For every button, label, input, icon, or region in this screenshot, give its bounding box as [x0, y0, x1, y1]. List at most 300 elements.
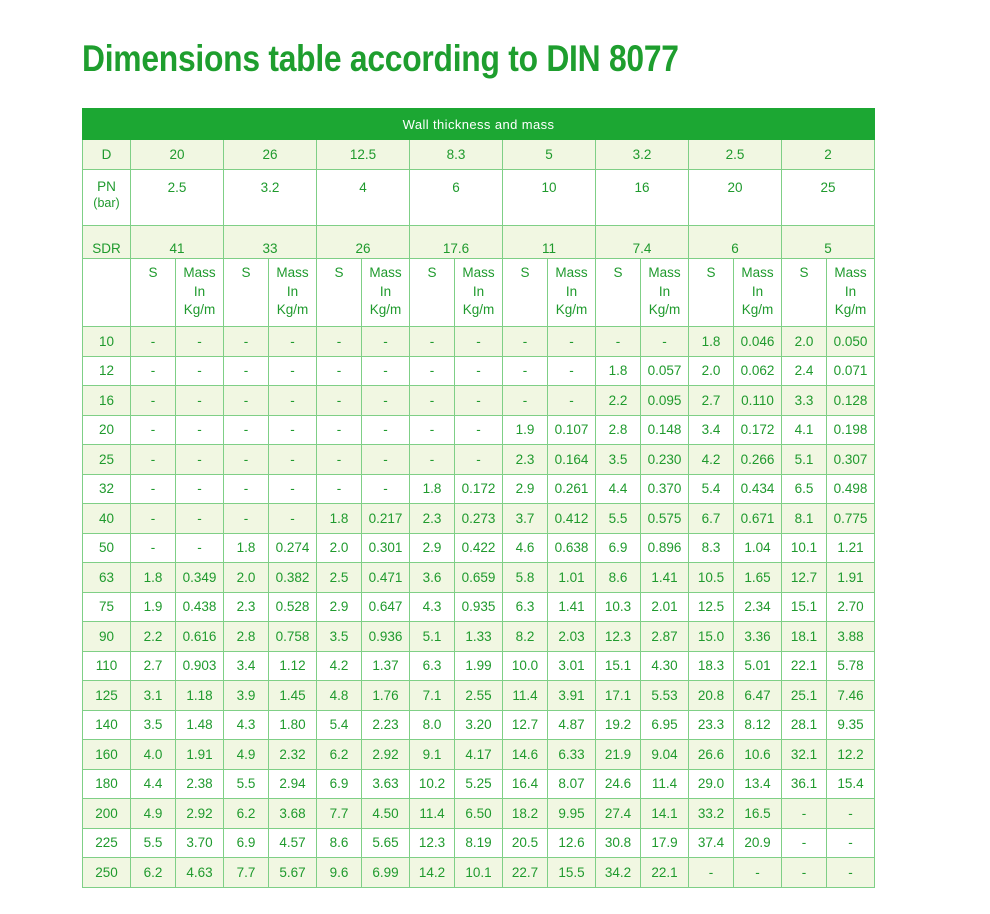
- mass-label-line: In: [193, 283, 206, 299]
- wall-thickness-cell: 2.4: [782, 356, 827, 386]
- wall-thickness-cell: 8.1: [782, 504, 827, 534]
- mass-label-line: In: [472, 283, 485, 299]
- mass-label: [641, 259, 689, 327]
- mass-cell: 0.266: [734, 445, 782, 475]
- wall-thickness-cell: 2.0: [689, 356, 734, 386]
- sdr-label: SDR: [83, 226, 131, 259]
- wall-thickness-cell: 6.9: [596, 533, 641, 563]
- mass-cell: 2.87: [641, 622, 689, 652]
- sdr-value: 6: [689, 226, 782, 259]
- mass-cell: 20.9: [734, 828, 782, 858]
- wall-thickness-cell: 9.6: [317, 858, 362, 888]
- wall-thickness-cell: -: [782, 828, 827, 858]
- sdr-value: 5: [782, 226, 875, 259]
- wall-thickness-cell: 7.7: [224, 858, 269, 888]
- s-label: S: [689, 259, 734, 327]
- mass-cell: 17.9: [641, 828, 689, 858]
- wall-thickness-cell: -: [317, 386, 362, 416]
- mass-label-line: Kg/m: [462, 302, 495, 317]
- wall-thickness-cell: 12.5: [689, 592, 734, 622]
- outer-diameter-cell: 10: [83, 327, 131, 357]
- mass-cell: 0.647: [362, 592, 410, 622]
- wall-thickness-cell: 5.4: [689, 474, 734, 504]
- mass-cell: 6.33: [548, 740, 596, 770]
- pn-value: 10: [503, 170, 596, 226]
- pn-value: 16: [596, 170, 689, 226]
- mass-label-line: Mass: [555, 265, 588, 280]
- wall-thickness-cell: 37.4: [689, 828, 734, 858]
- wall-thickness-cell: 5.5: [224, 769, 269, 799]
- wall-thickness-cell: 2.9: [317, 592, 362, 622]
- mass-label: [827, 259, 875, 327]
- mass-cell: 10.6: [734, 740, 782, 770]
- wall-thickness-cell: -: [317, 474, 362, 504]
- wall-thickness-cell: 3.4: [689, 415, 734, 445]
- mass-label-line: In: [379, 283, 392, 299]
- mass-cell: -: [827, 858, 875, 888]
- mass-cell: 8.19: [455, 828, 503, 858]
- mass-cell: 0.128: [827, 386, 875, 416]
- wall-thickness-header: Wall thickness and mass: [83, 109, 875, 140]
- mass-cell: -: [455, 445, 503, 475]
- mass-cell: 3.01: [548, 651, 596, 681]
- pn-value: 25: [782, 170, 875, 226]
- mass-cell: 0.638: [548, 533, 596, 563]
- mass-cell: 4.50: [362, 799, 410, 829]
- mass-cell: -: [269, 474, 317, 504]
- wall-thickness-cell: 6.3: [503, 592, 548, 622]
- pn-value: 2.5: [131, 170, 224, 226]
- wall-thickness-cell: 22.7: [503, 858, 548, 888]
- mass-cell: 0.575: [641, 504, 689, 534]
- mass-cell: 1.65: [734, 563, 782, 593]
- mass-cell: 1.21: [827, 533, 875, 563]
- d-value: 20: [131, 140, 224, 170]
- table-row: [83, 799, 875, 829]
- mass-cell: 5.78: [827, 651, 875, 681]
- mass-cell: -: [176, 327, 224, 357]
- wall-thickness-cell: 10.5: [689, 563, 734, 593]
- mass-cell: 1.18: [176, 681, 224, 711]
- mass-label: [548, 259, 596, 327]
- mass-cell: -: [269, 445, 317, 475]
- mass-cell: 0.110: [734, 386, 782, 416]
- outer-diameter-cell: 32: [83, 474, 131, 504]
- wall-thickness-cell: -: [782, 799, 827, 829]
- wall-thickness-cell: 3.5: [131, 710, 176, 740]
- wall-thickness-cell: 30.8: [596, 828, 641, 858]
- table-row: [83, 710, 875, 740]
- outer-diameter-cell: 50: [83, 533, 131, 563]
- mass-cell: 2.38: [176, 769, 224, 799]
- wall-thickness-cell: 4.8: [317, 681, 362, 711]
- mass-cell: 3.70: [176, 828, 224, 858]
- mass-label-line: In: [565, 283, 578, 299]
- mass-cell: 0.057: [641, 356, 689, 386]
- table-row: [83, 828, 875, 858]
- sdr-value: 26: [317, 226, 410, 259]
- mass-cell: 0.528: [269, 592, 317, 622]
- mass-cell: -: [176, 356, 224, 386]
- wall-thickness-cell: -: [224, 474, 269, 504]
- wall-thickness-cell: 18.2: [503, 799, 548, 829]
- wall-thickness-cell: 18.1: [782, 622, 827, 652]
- wall-thickness-cell: -: [224, 327, 269, 357]
- table-row: [83, 445, 875, 475]
- wall-thickness-cell: 3.5: [596, 445, 641, 475]
- d-value: 2: [782, 140, 875, 170]
- wall-thickness-cell: 5.5: [131, 828, 176, 858]
- wall-thickness-cell: -: [596, 327, 641, 357]
- mass-label: [455, 259, 503, 327]
- mass-label-line: Kg/m: [183, 302, 216, 317]
- mass-cell: -: [827, 799, 875, 829]
- outer-diameter-cell: 250: [83, 858, 131, 888]
- wall-thickness-cell: 20.5: [503, 828, 548, 858]
- mass-cell: 0.498: [827, 474, 875, 504]
- wall-thickness-cell: -: [131, 415, 176, 445]
- wall-thickness-cell: 2.9: [503, 474, 548, 504]
- wall-thickness-cell: 4.3: [410, 592, 455, 622]
- mass-cell: 1.01: [548, 563, 596, 593]
- mass-cell: 1.48: [176, 710, 224, 740]
- table-row: [83, 327, 875, 357]
- wall-thickness-cell: -: [131, 445, 176, 475]
- wall-thickness-cell: 1.8: [224, 533, 269, 563]
- pn-value: 20: [689, 170, 782, 226]
- wall-thickness-cell: -: [503, 386, 548, 416]
- mass-cell: 0.107: [548, 415, 596, 445]
- table-row: [83, 415, 875, 445]
- table-header-row: [83, 109, 875, 140]
- mass-cell: 4.87: [548, 710, 596, 740]
- mass-cell: 1.12: [269, 651, 317, 681]
- mass-label-line: Mass: [369, 265, 402, 280]
- mass-label-line: Kg/m: [741, 302, 774, 317]
- mass-cell: 1.76: [362, 681, 410, 711]
- wall-thickness-cell: 4.9: [224, 740, 269, 770]
- mass-cell: 16.5: [734, 799, 782, 829]
- wall-thickness-cell: -: [410, 445, 455, 475]
- wall-thickness-cell: 5.1: [782, 445, 827, 475]
- mass-cell: 0.935: [455, 592, 503, 622]
- outer-diameter-cell: 200: [83, 799, 131, 829]
- mass-cell: 9.04: [641, 740, 689, 770]
- mass-cell: 5.65: [362, 828, 410, 858]
- outer-diameter-cell: 25: [83, 445, 131, 475]
- mass-cell: -: [176, 445, 224, 475]
- outer-diameter-cell: 140: [83, 710, 131, 740]
- mass-label-line: Mass: [648, 265, 681, 280]
- mass-cell: 7.46: [827, 681, 875, 711]
- mass-cell: -: [455, 327, 503, 357]
- wall-thickness-cell: 25.1: [782, 681, 827, 711]
- wall-thickness-cell: 6.5: [782, 474, 827, 504]
- table-row: [83, 740, 875, 770]
- wall-thickness-cell: -: [410, 386, 455, 416]
- mass-cell: 14.1: [641, 799, 689, 829]
- outer-diameter-cell: 125: [83, 681, 131, 711]
- mass-cell: 4.30: [641, 651, 689, 681]
- mass-cell: -: [362, 415, 410, 445]
- d-value: 3.2: [596, 140, 689, 170]
- wall-thickness-cell: 23.3: [689, 710, 734, 740]
- wall-thickness-cell: -: [782, 858, 827, 888]
- table-row: [83, 533, 875, 563]
- wall-thickness-cell: 20.8: [689, 681, 734, 711]
- mass-cell: 2.23: [362, 710, 410, 740]
- wall-thickness-cell: 10.3: [596, 592, 641, 622]
- mass-cell: -: [176, 386, 224, 416]
- mass-cell: 0.936: [362, 622, 410, 652]
- wall-thickness-cell: 3.9: [224, 681, 269, 711]
- mass-cell: 4.57: [269, 828, 317, 858]
- wall-thickness-cell: 6.2: [131, 858, 176, 888]
- s-label: S: [596, 259, 641, 327]
- wall-thickness-cell: -: [410, 327, 455, 357]
- mass-cell: 0.172: [734, 415, 782, 445]
- mass-cell: 0.349: [176, 563, 224, 593]
- wall-thickness-cell: 2.5: [317, 563, 362, 593]
- wall-thickness-cell: -: [131, 533, 176, 563]
- mass-cell: 6.47: [734, 681, 782, 711]
- wall-thickness-cell: 22.1: [782, 651, 827, 681]
- mass-cell: 2.32: [269, 740, 317, 770]
- sdr-value: 33: [224, 226, 317, 259]
- d-value: 26: [224, 140, 317, 170]
- wall-thickness-cell: 10.1: [782, 533, 827, 563]
- wall-thickness-cell: 12.3: [410, 828, 455, 858]
- wall-thickness-cell: -: [131, 474, 176, 504]
- mass-label-line: Mass: [276, 265, 309, 280]
- wall-thickness-cell: 6.7: [689, 504, 734, 534]
- wall-thickness-cell: 7.1: [410, 681, 455, 711]
- mass-cell: 1.99: [455, 651, 503, 681]
- mass-label-line: Kg/m: [555, 302, 588, 317]
- wall-thickness-cell: 5.4: [317, 710, 362, 740]
- outer-diameter-cell: 225: [83, 828, 131, 858]
- mass-label-line: Mass: [462, 265, 495, 280]
- d-value: 8.3: [410, 140, 503, 170]
- wall-thickness-cell: 27.4: [596, 799, 641, 829]
- wall-thickness-cell: 10.2: [410, 769, 455, 799]
- mass-cell: 3.88: [827, 622, 875, 652]
- mass-cell: -: [269, 386, 317, 416]
- wall-thickness-cell: 2.0: [224, 563, 269, 593]
- wall-thickness-cell: 3.1: [131, 681, 176, 711]
- outer-diameter-cell: 160: [83, 740, 131, 770]
- mass-cell: 0.217: [362, 504, 410, 534]
- mass-cell: -: [362, 474, 410, 504]
- mass-label-line: In: [751, 283, 764, 299]
- mass-label: [269, 259, 317, 327]
- table-row: [83, 651, 875, 681]
- mass-cell: 0.775: [827, 504, 875, 534]
- mass-cell: -: [269, 356, 317, 386]
- wall-thickness-cell: 32.1: [782, 740, 827, 770]
- wall-thickness-cell: 4.4: [131, 769, 176, 799]
- pn-value: 3.2: [224, 170, 317, 226]
- pn-value: 4: [317, 170, 410, 226]
- mass-cell: 6.99: [362, 858, 410, 888]
- mass-cell: 0.659: [455, 563, 503, 593]
- mass-cell: 5.67: [269, 858, 317, 888]
- wall-thickness-cell: 3.5: [317, 622, 362, 652]
- s-label: S: [317, 259, 362, 327]
- mass-cell: -: [176, 415, 224, 445]
- mass-cell: 3.36: [734, 622, 782, 652]
- wall-thickness-cell: 9.1: [410, 740, 455, 770]
- wall-thickness-cell: 6.2: [317, 740, 362, 770]
- wall-thickness-cell: 1.8: [131, 563, 176, 593]
- wall-thickness-cell: 2.0: [782, 327, 827, 357]
- wall-thickness-cell: -: [224, 504, 269, 534]
- wall-thickness-cell: 1.8: [596, 356, 641, 386]
- outer-diameter-cell: 40: [83, 504, 131, 534]
- wall-thickness-cell: 10.0: [503, 651, 548, 681]
- mass-cell: 1.41: [548, 592, 596, 622]
- wall-thickness-cell: 4.4: [596, 474, 641, 504]
- wall-thickness-cell: 3.7: [503, 504, 548, 534]
- wall-thickness-cell: 1.8: [317, 504, 362, 534]
- mass-cell: 0.671: [734, 504, 782, 534]
- wall-thickness-cell: 2.7: [689, 386, 734, 416]
- wall-thickness-cell: 3.4: [224, 651, 269, 681]
- s-label: S: [131, 259, 176, 327]
- wall-thickness-cell: 2.9: [410, 533, 455, 563]
- mass-cell: 0.273: [455, 504, 503, 534]
- mass-cell: 0.062: [734, 356, 782, 386]
- mass-cell: 2.55: [455, 681, 503, 711]
- outer-diameter-cell: 20: [83, 415, 131, 445]
- wall-thickness-cell: 12.3: [596, 622, 641, 652]
- mass-cell: 2.34: [734, 592, 782, 622]
- wall-thickness-cell: 2.2: [596, 386, 641, 416]
- wall-thickness-cell: -: [224, 415, 269, 445]
- wall-thickness-cell: 3.3: [782, 386, 827, 416]
- mass-cell: 6.95: [641, 710, 689, 740]
- wall-thickness-cell: 2.3: [503, 445, 548, 475]
- mass-cell: -: [548, 386, 596, 416]
- mass-cell: -: [269, 327, 317, 357]
- pn-unit: (bar): [93, 196, 120, 210]
- mass-cell: 0.370: [641, 474, 689, 504]
- wall-thickness-cell: -: [317, 445, 362, 475]
- mass-cell: 0.148: [641, 415, 689, 445]
- wall-thickness-cell: 24.6: [596, 769, 641, 799]
- mass-cell: 0.758: [269, 622, 317, 652]
- mass-cell: 0.046: [734, 327, 782, 357]
- table-row: [83, 474, 875, 504]
- sdr-row: [83, 226, 875, 259]
- mass-label: [176, 259, 224, 327]
- mass-cell: 8.12: [734, 710, 782, 740]
- wall-thickness-cell: 1.9: [503, 415, 548, 445]
- mass-cell: 5.01: [734, 651, 782, 681]
- dimensions-table: [82, 108, 875, 888]
- mass-label-line: Mass: [741, 265, 774, 280]
- wall-thickness-cell: 3.6: [410, 563, 455, 593]
- wall-thickness-cell: -: [503, 356, 548, 386]
- mass-cell: 0.422: [455, 533, 503, 563]
- wall-thickness-cell: 8.6: [596, 563, 641, 593]
- wall-thickness-cell: 36.1: [782, 769, 827, 799]
- table-row: [83, 563, 875, 593]
- table-row: [83, 858, 875, 888]
- mass-cell: 2.70: [827, 592, 875, 622]
- mass-cell: 1.45: [269, 681, 317, 711]
- outer-diameter-cell: 110: [83, 651, 131, 681]
- mass-cell: -: [362, 356, 410, 386]
- mass-cell: 10.1: [455, 858, 503, 888]
- mass-cell: 13.4: [734, 769, 782, 799]
- wall-thickness-cell: 4.6: [503, 533, 548, 563]
- wall-thickness-cell: 5.1: [410, 622, 455, 652]
- wall-thickness-cell: 12.7: [782, 563, 827, 593]
- mass-cell: -: [455, 356, 503, 386]
- wall-thickness-cell: 4.9: [131, 799, 176, 829]
- mass-cell: -: [362, 386, 410, 416]
- mass-cell: 0.412: [548, 504, 596, 534]
- mass-cell: -: [269, 415, 317, 445]
- wall-thickness-cell: -: [131, 356, 176, 386]
- wall-thickness-cell: -: [224, 445, 269, 475]
- table-row: [83, 769, 875, 799]
- mass-cell: 1.91: [827, 563, 875, 593]
- mass-cell: 11.4: [641, 769, 689, 799]
- d-value: 5: [503, 140, 596, 170]
- mass-cell: 2.01: [641, 592, 689, 622]
- pn-row: [83, 170, 875, 226]
- wall-thickness-cell: -: [410, 415, 455, 445]
- wall-thickness-cell: 2.2: [131, 622, 176, 652]
- wall-thickness-cell: 4.0: [131, 740, 176, 770]
- sdr-value: 41: [131, 226, 224, 259]
- mass-label-line: Kg/m: [276, 302, 309, 317]
- wall-thickness-cell: 8.3: [689, 533, 734, 563]
- wall-thickness-cell: 11.4: [410, 799, 455, 829]
- outer-diameter-cell: 16: [83, 386, 131, 416]
- s-label: S: [782, 259, 827, 327]
- wall-thickness-cell: 5.8: [503, 563, 548, 593]
- wall-thickness-cell: 15.0: [689, 622, 734, 652]
- wall-thickness-cell: 28.1: [782, 710, 827, 740]
- wall-thickness-cell: 4.2: [689, 445, 734, 475]
- wall-thickness-cell: 8.0: [410, 710, 455, 740]
- wall-thickness-cell: 17.1: [596, 681, 641, 711]
- mass-cell: 0.095: [641, 386, 689, 416]
- pn-label-text: PN: [97, 179, 116, 194]
- sdr-value: 17.6: [410, 226, 503, 259]
- wall-thickness-cell: -: [224, 356, 269, 386]
- wall-thickness-cell: 1.9: [131, 592, 176, 622]
- wall-thickness-cell: 8.2: [503, 622, 548, 652]
- mass-label-line: In: [286, 283, 299, 299]
- mass-cell: -: [548, 356, 596, 386]
- mass-cell: 2.03: [548, 622, 596, 652]
- sdr-value: 7.4: [596, 226, 689, 259]
- wall-thickness-cell: 34.2: [596, 858, 641, 888]
- outer-diameter-cell: 90: [83, 622, 131, 652]
- table-row: [83, 504, 875, 534]
- wall-thickness-cell: -: [317, 327, 362, 357]
- mass-cell: 4.63: [176, 858, 224, 888]
- mass-cell: 15.5: [548, 858, 596, 888]
- wall-thickness-cell: 7.7: [317, 799, 362, 829]
- mass-cell: 9.95: [548, 799, 596, 829]
- mass-cell: 0.071: [827, 356, 875, 386]
- d-value: 12.5: [317, 140, 410, 170]
